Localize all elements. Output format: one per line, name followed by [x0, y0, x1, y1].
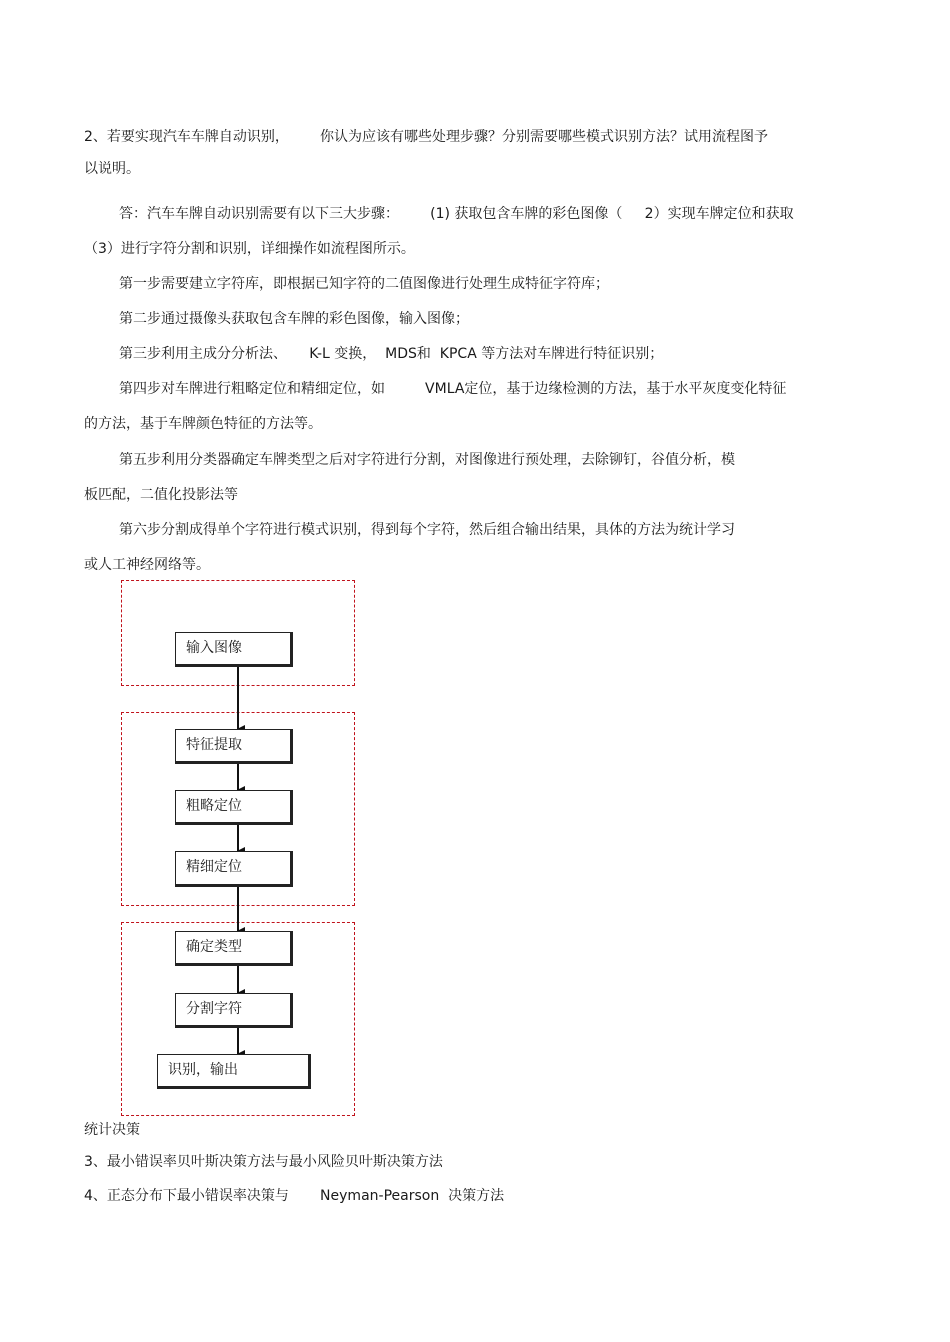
answer-line-2: （3）进行字符分割和识别，详细操作如流程图所示。 [84, 241, 415, 257]
step-5-line-1: 第五步利用分类器确定车牌类型之后对字符进行分割，对图像进行预处理，去除铆钉，谷值分析，模 [119, 452, 735, 468]
box-coarse-locate: 粗略定位 [175, 790, 293, 825]
question-2-line-2: 以说明。 [84, 161, 140, 177]
step-3: 第三步利用主成分分析法、 K-L 变换， MDS和 KPCA 等方法对车牌进行特征识别； [119, 346, 664, 362]
step-6-line-1: 第六步分割成得单个字符进行模式识别，得到每个字符，然后组合输出结果，具体的方法为统计学习 [119, 522, 735, 538]
step-1: 第一步需要建立字符库，即根据已知字符的二值图像进行处理生成特征字符库； [119, 276, 609, 292]
step-4-line-2: 的方法，基于车牌颜色特征的方法等。 [84, 416, 322, 432]
box-determine-type: 确定类型 [175, 931, 293, 966]
step-5-line-2: 板匹配，二值化投影法等 [84, 487, 238, 503]
box-input-image: 输入图像 [175, 632, 293, 667]
box-fine-locate: 精细定位 [175, 851, 293, 887]
tail-line-3: 4、正态分布下最小错误率决策与 Neyman-Pearson 决策方法 [84, 1188, 505, 1204]
step-6-line-2: 或人工神经网络等。 [84, 557, 210, 573]
step-4-line-1: 第四步对车牌进行粗略定位和精细定位，如 VMLA定位，基于边缘检测的方法，基于水平灰度变化特征 [119, 381, 787, 397]
tail-line-2: 3、最小错误率贝叶斯决策方法与最小风险贝叶斯决策方法 [84, 1154, 443, 1170]
tail-line-1: 统计决策 [84, 1122, 140, 1138]
box-feature-extraction: 特征提取 [175, 729, 293, 764]
answer-line-1: 答：汽车车牌自动识别需要有以下三大步骤： (1) 获取包含车牌的彩色图像（ 2）实现车牌定位和获取 [119, 206, 794, 222]
step-2: 第二步通过摄像头获取包含车牌的彩色图像，输入图像； [119, 311, 469, 327]
question-2-line-1: 2、若要实现汽车车牌自动识别， 你认为应该有哪些处理步骤？分别需要哪些模式识别方法？试用流程图予 [84, 129, 769, 145]
box-recognize-output: 识别，输出 [157, 1054, 311, 1089]
box-segment-chars: 分割字符 [175, 993, 293, 1028]
